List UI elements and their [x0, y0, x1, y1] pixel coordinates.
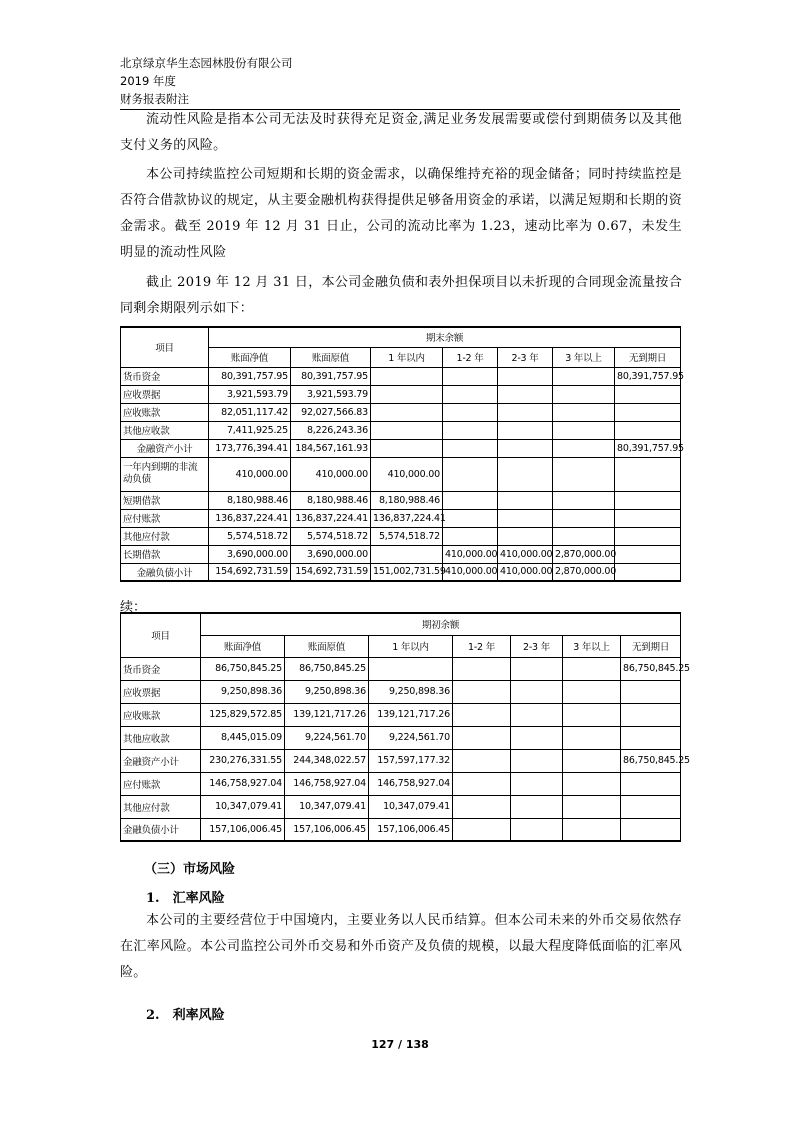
table-cell — [563, 703, 621, 726]
table-cell — [453, 818, 511, 841]
table-cell: 139,121,717.26 — [369, 703, 453, 726]
col-net-value: 账面净值 — [201, 635, 285, 657]
table-row — [121, 439, 681, 457]
table-cell — [553, 439, 615, 457]
table-row — [121, 385, 681, 403]
table-cell: 410,000.00 — [498, 563, 553, 581]
table-cell: 82,051,117.42 — [209, 403, 291, 421]
col-over-3-years: 3 年以上 — [553, 347, 615, 367]
table-cell: 157,106,006.45 — [201, 818, 285, 841]
table-cell — [615, 545, 681, 563]
page-number: 127 / 138 — [371, 1038, 429, 1051]
table-row — [121, 491, 681, 509]
table-cell: 2,870,000.00 — [553, 563, 615, 581]
report-section: 财务报表附注 — [120, 92, 189, 106]
table-cell: 86,750,845.25 — [621, 749, 681, 772]
table-row — [121, 509, 681, 527]
table-cell: 86,750,845.25 — [285, 657, 369, 680]
table-cell — [553, 385, 615, 403]
row-label: 其他应收款 — [121, 421, 209, 439]
table-cell: 136,837,224.41 — [291, 509, 371, 527]
table-cell — [371, 545, 443, 563]
page-header — [120, 54, 293, 108]
table-cell — [511, 795, 563, 818]
table-cell — [511, 726, 563, 749]
table-cell — [615, 491, 681, 509]
table-cell: 3,921,593.79 — [291, 385, 371, 403]
closing-balance-table — [120, 326, 684, 582]
col-original-value: 账面原值 — [285, 635, 369, 657]
continued-label: 续： — [120, 600, 147, 615]
table-cell: 146,758,927.04 — [285, 772, 369, 795]
table-cell — [615, 509, 681, 527]
table-cell: 410,000.00 — [443, 563, 498, 581]
market-risk-heading: （三）市场风险 — [144, 862, 236, 877]
table-cell: 146,758,927.04 — [201, 772, 285, 795]
table-cell: 86,750,845.25 — [621, 657, 681, 680]
table-cell — [498, 491, 553, 509]
table-cell — [553, 367, 615, 385]
table-row — [121, 657, 681, 680]
col-net-value: 账面净值 — [209, 347, 291, 367]
table-cell — [621, 703, 681, 726]
table-cell — [621, 818, 681, 841]
table-cell — [553, 491, 615, 509]
table-cell: 154,692,731.59 — [209, 563, 291, 581]
opening-balance-rows — [121, 657, 690, 841]
row-label: 短期借款 — [121, 491, 209, 509]
col-2-3-years: 2-3 年 — [498, 347, 553, 367]
table-cell: 244,348,022.57 — [285, 749, 369, 772]
table-cell — [371, 385, 443, 403]
table-cell: 8,180,988.46 — [209, 491, 291, 509]
table-cell — [453, 772, 511, 795]
table-cell: 9,250,898.36 — [201, 680, 285, 703]
row-label: 其他应收款 — [121, 726, 201, 749]
table-cell — [511, 818, 563, 841]
col-original-value: 账面原值 — [291, 347, 371, 367]
row-label: 货币资金 — [121, 657, 201, 680]
table-cell — [621, 772, 681, 795]
table-row — [121, 772, 681, 795]
table-cell — [511, 749, 563, 772]
table-cell — [453, 795, 511, 818]
table-cell: 157,597,177.32 — [369, 749, 453, 772]
table-cell: 157,106,006.45 — [369, 818, 453, 841]
table-cell — [498, 421, 553, 439]
table-cell: 5,574,518.72 — [291, 527, 371, 545]
table-row — [121, 367, 681, 385]
table-cell — [498, 439, 553, 457]
table-cell: 8,180,988.46 — [291, 491, 371, 509]
table-row — [121, 680, 681, 703]
col-no-maturity: 无到期日 — [615, 347, 681, 367]
table-cell: 10,347,079.41 — [201, 795, 285, 818]
table-cell: 136,837,224.41 — [371, 509, 443, 527]
table-row — [121, 457, 681, 491]
table-cell — [615, 385, 681, 403]
table-cell: 80,391,757.95 — [615, 367, 681, 385]
table-cell — [563, 680, 621, 703]
col-within-1-year: 1 年以内 — [371, 347, 443, 367]
table-cell — [563, 795, 621, 818]
table-cell — [553, 509, 615, 527]
item-column-header: 项目 — [121, 327, 209, 367]
table-cell: 157,106,006.45 — [285, 818, 369, 841]
table-cell — [453, 680, 511, 703]
table-row — [121, 421, 681, 439]
row-label: 应付账款 — [121, 772, 201, 795]
table-cell — [498, 457, 553, 491]
paragraph-liquidity-definition: 流动性风险是指本公司无法及时获得充足资金,满足业务发展需要或偿付到期债务以及其他支付义务的风险。 — [120, 112, 682, 153]
row-label: 货币资金 — [121, 367, 209, 385]
item-column-header: 项目 — [121, 613, 201, 657]
company-name: 北京绿京华生态园林股份有限公司 — [120, 56, 293, 70]
table-cell — [443, 367, 498, 385]
table-row — [121, 818, 681, 841]
table-cell — [443, 403, 498, 421]
table-row — [121, 545, 681, 563]
row-label: 长期借款 — [121, 545, 209, 563]
table-row — [121, 403, 681, 421]
table-row — [121, 563, 681, 581]
table-cell: 5,574,518.72 — [371, 527, 443, 545]
table-cell: 136,837,224.41 — [209, 509, 291, 527]
table-cell: 2,870,000.00 — [553, 545, 615, 563]
closing-balance-header: 期末余额 — [209, 327, 681, 347]
table-cell — [511, 703, 563, 726]
table-cell: 151,002,731.59 — [371, 563, 443, 581]
opening-balance-header: 期初余额 — [201, 613, 681, 635]
table-cell: 146,758,927.04 — [369, 772, 453, 795]
row-label: 其他应付款 — [121, 795, 201, 818]
table-cell: 9,250,898.36 — [285, 680, 369, 703]
table-cell — [371, 439, 443, 457]
table-cell: 230,276,331.55 — [201, 749, 285, 772]
table-cell — [498, 509, 553, 527]
fx-risk-paragraph: 本公司的主要经营位于中国境内，主要业务以人民币结算。但本公司未来的外币交易依然存在汇率风险。本公司监控公司外币交易和外币资产及负债的规模，以最大程度降低面临的汇率风险。 — [120, 913, 682, 980]
table-cell — [453, 726, 511, 749]
table-cell — [553, 421, 615, 439]
col-2-3-years: 2-3 年 — [511, 635, 563, 657]
table-cell: 410,000.00 — [443, 545, 498, 563]
table-cell — [369, 657, 453, 680]
table-cell: 410,000.00 — [209, 457, 291, 491]
closing-balance-rows — [121, 367, 684, 581]
table-cell — [371, 403, 443, 421]
table-cell — [563, 726, 621, 749]
table-cell — [443, 421, 498, 439]
row-label: 一年内到期的非流动负债 — [121, 457, 209, 491]
interest-rate-risk-heading: 2. 利率风险 — [146, 1008, 225, 1023]
table-cell: 8,226,243.36 — [291, 421, 371, 439]
table-cell — [563, 749, 621, 772]
row-label: 应收票据 — [121, 385, 209, 403]
table-cell — [498, 367, 553, 385]
row-label: 应收票据 — [121, 680, 201, 703]
table-cell — [443, 439, 498, 457]
table-cell: 184,567,161.93 — [291, 439, 371, 457]
table-cell: 10,347,079.41 — [285, 795, 369, 818]
col-within-1-year: 1 年以内 — [369, 635, 453, 657]
fx-risk-heading: 1. 汇率风险 — [146, 891, 225, 906]
col-over-3-years: 3 年以上 — [563, 635, 621, 657]
table-cell — [621, 795, 681, 818]
table-cell — [371, 421, 443, 439]
table-cell: 5,574,518.72 — [209, 527, 291, 545]
table-cell: 154,692,731.59 — [291, 563, 371, 581]
table-cell — [553, 457, 615, 491]
table-cell: 10,347,079.41 — [369, 795, 453, 818]
table-cell — [615, 527, 681, 545]
table-cell: 410,000.00 — [291, 457, 371, 491]
table-cell — [553, 403, 615, 421]
table-cell — [498, 403, 553, 421]
row-label: 应收账款 — [121, 403, 209, 421]
table-row — [121, 703, 681, 726]
table-cell — [453, 657, 511, 680]
table-cell: 92,027,566.83 — [291, 403, 371, 421]
col-1-2-years: 1-2 年 — [443, 347, 498, 367]
row-label: 金融资产小计 — [121, 749, 201, 772]
table-cell: 80,391,757.95 — [209, 367, 291, 385]
row-label: 其他应付款 — [121, 527, 209, 545]
table-cell: 410,000.00 — [371, 457, 443, 491]
table-cell: 139,121,717.26 — [285, 703, 369, 726]
col-no-maturity: 无到期日 — [621, 635, 681, 657]
table-row — [121, 749, 681, 772]
table-cell: 3,690,000.00 — [209, 545, 291, 563]
table-row — [121, 726, 681, 749]
table-cell — [443, 457, 498, 491]
table-cell — [371, 367, 443, 385]
table-cell — [511, 680, 563, 703]
table-cell: 86,750,845.25 — [201, 657, 285, 680]
paragraph-maturity-intro: 截止 2019 年 12 月 31 日，本公司金融负债和表外担保项目以未折现的合同现金流量按合同剩余期限列示如下： — [120, 275, 682, 316]
table-cell: 3,921,593.79 — [209, 385, 291, 403]
table-cell — [498, 385, 553, 403]
table-cell — [563, 772, 621, 795]
table-cell — [453, 749, 511, 772]
table-row — [121, 795, 681, 818]
table-cell — [498, 527, 553, 545]
table-row — [121, 527, 681, 545]
table-cell — [511, 657, 563, 680]
table-cell: 173,776,394.41 — [209, 439, 291, 457]
report-year: 2019 年度 — [120, 74, 176, 88]
row-label: 应收账款 — [121, 703, 201, 726]
paragraph-liquidity-monitoring: 本公司持续监控公司短期和长期的资金需求，以确保维持充裕的现金储备；同时持续监控是否符合借款协议的规定，从主要金融机构获得提供足够备用资金的承诺，以满足短期和长期的资金需求。截至 2019 年 12 月 31 日止，公司的流动比率为 1.23，速动比率为 0.67，未发生明显的流动性风险 — [120, 167, 682, 260]
table-cell: 80,391,757.95 — [615, 439, 681, 457]
table-cell: 80,391,757.95 — [291, 367, 371, 385]
table-cell — [563, 657, 621, 680]
table-cell — [553, 527, 615, 545]
table-cell — [615, 563, 681, 581]
table-cell: 9,250,898.36 — [369, 680, 453, 703]
row-label: 应付账款 — [121, 509, 209, 527]
table-cell: 8,445,015.09 — [201, 726, 285, 749]
table-cell: 7,411,925.25 — [209, 421, 291, 439]
table-cell — [621, 726, 681, 749]
table-cell — [615, 421, 681, 439]
table-cell — [443, 491, 498, 509]
table-cell — [443, 527, 498, 545]
table-cell: 3,690,000.00 — [291, 545, 371, 563]
table-cell — [453, 703, 511, 726]
row-label: 金融负债小计 — [121, 818, 201, 841]
table-cell — [621, 680, 681, 703]
table-cell — [563, 818, 621, 841]
table-cell: 410,000.00 — [498, 545, 553, 563]
table-cell: 9,224,561.70 — [369, 726, 453, 749]
table-cell — [511, 772, 563, 795]
table-cell — [443, 509, 498, 527]
table-cell — [615, 457, 681, 491]
row-label: 金融负债小计 — [121, 563, 209, 581]
table-cell: 9,224,561.70 — [285, 726, 369, 749]
col-1-2-years: 1-2 年 — [453, 635, 511, 657]
table-cell — [615, 403, 681, 421]
table-cell — [443, 385, 498, 403]
row-label: 金融资产小计 — [121, 439, 209, 457]
opening-balance-table — [120, 612, 690, 842]
table-cell: 125,829,572.85 — [201, 703, 285, 726]
table-cell: 8,180,988.46 — [371, 491, 443, 509]
